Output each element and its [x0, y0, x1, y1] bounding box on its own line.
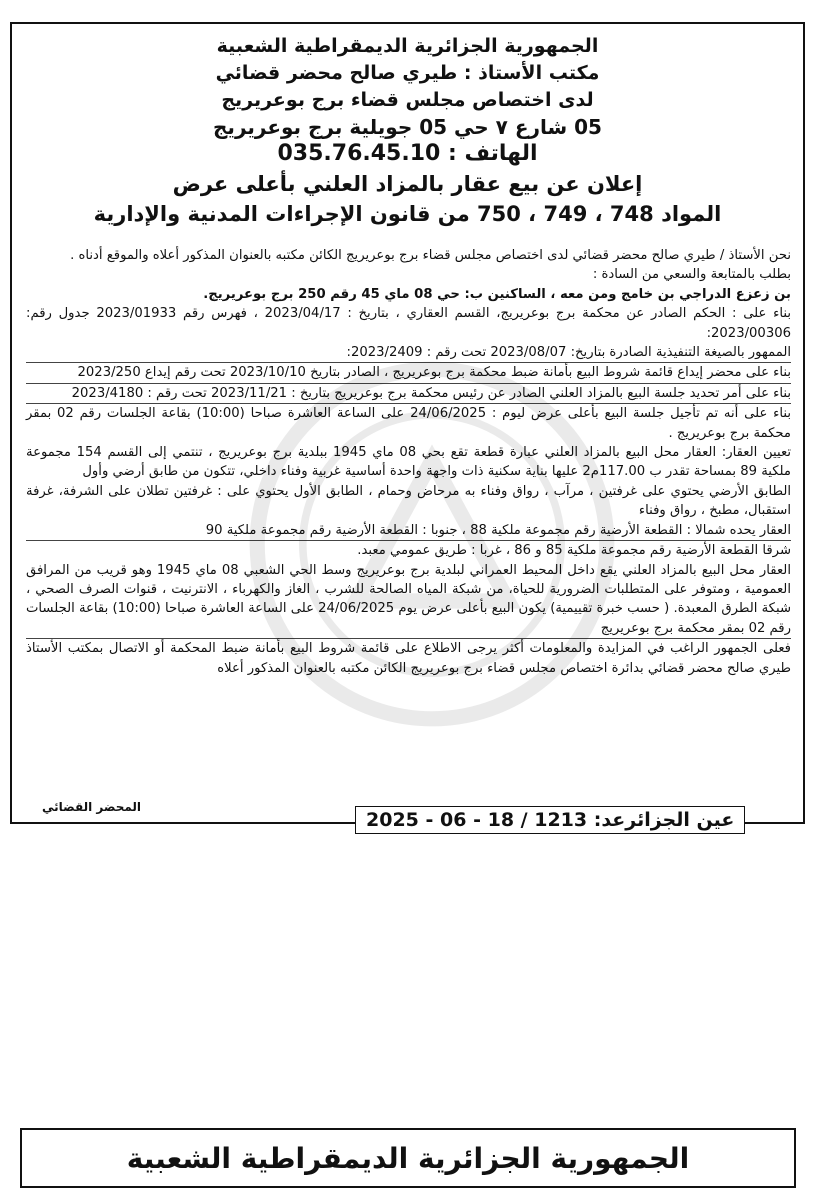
- paragraph: بناء على : الحكم الصادر عن محكمة برج بوعريريج، القسم العقاري ، بتاريخ : 2023/04/17 ، فهرس رقم 2023/01933 جدول رقم: 2023/00306:: [26, 306, 792, 341]
- paragraph: العقار محل البيع بالمزاد العلني يقع داخل المحيط العمراني لبلدية برج بوعريريج وسط الحي الشعبي 08 ماي 1945 وهو قريب من المرافق العمومية ، ومتوفر على المتطلبات الضرورية للحياة، من شبكة المياه الصالحة للشرب ، الغاز والكهرباء ، الانترنيت ، قنوات الصرف الصحي ، شبكة الطرق المعبدة. ( حسب خبرة تقييمية) يكون البيع بأعلى عرض يوم 24/06/2025 على الساعة العاشرة صباحا (10:00) بقاعة الجلسات رقم 02 بمقر محكمة برج بوعريريج: [26, 562, 791, 636]
- paragraph: العقار يحده شمالا : القطعة الأرضية رقم مجموعة ملكية 88 ، جنوبا : القطعة الأرضية رقم مجموعة ملكية 90: [205, 522, 791, 538]
- paragraph: بن زعزع الدراجي بن خامج ومن معه ، الساكنين ب: حي 08 ماي 45 رقم 250 برج بوعريريج.: [203, 286, 791, 302]
- notice-body: [12, 228, 803, 678]
- paragraph: الممهور بالصيغة التنفيذية الصادرة بتاريخ: 2023/08/07 تحت رقم : 2023/2409:: [346, 345, 791, 361]
- announcement-title: إعلان عن بيع عقار بالمزاد العلني بأعلى عرض: [172, 172, 643, 196]
- paragraph: الطابق الأرضي يحتوي على غرفتين ، مرآب ، رواق وفناء به مرحاض وحمام ، الطابق الأول يحتوي على : غرفتين تطلان على الشرفة، غرفة استقبال، مطبخ ، رواق وفناء: [26, 483, 791, 519]
- notice-header: [12, 24, 803, 227]
- republic-title: الجمهورية الجزائرية الديمقراطية الشعبية: [216, 35, 599, 57]
- office-address: 05 شارع ٧ حي 05 جويلية برج بوعريريج: [213, 115, 602, 139]
- next-notice-title: الجمهورية الجزائرية الديمقراطية الشعبية: [126, 1142, 690, 1175]
- paragraph: شرقا القطعة الأرضية رقم مجموعة ملكية 85 و 86 ، غربا : طريق عمومي معبد.: [26, 540, 791, 560]
- paragraph: نحن الأستاذ / طيري صالح محضر قضائي لدى اختصاص مجلس قضاء برج بوعريريج الكائن مكتبه بالعنوان المذكور أعلاه والموقع أدناه .: [70, 248, 791, 263]
- paragraph: فعلى الجمهور الراغب في المزايدة والمعلومات أكثر يرجى الاطلاع على قائمة شروط البيع بأمانة ضبط المحكمة أو الاتصال بمكتب الأستاذ طيري صالح محضر قضائي بدائرة اختصاص مجلس قضاء برج بوعريريج الكائن مكتبه بالعنوان المذكور أعلاه: [26, 638, 791, 678]
- jurisdiction: لدى اختصاص مجلس قضاء برج بوعريريج: [221, 89, 594, 111]
- paragraph: بطلب بالمتابعة والسعي من السادة :: [592, 267, 791, 283]
- bailiff-signature-label: المحضر القضائي: [42, 800, 142, 814]
- paragraph: بناء على محضر إيداع قائمة شروط البيع بأمانة ضبط محكمة برج بوعريريج ، الصادر بتاريخ 2023/10/10 تحت رقم إيداع 2023/250: [26, 362, 791, 382]
- next-notice-header: [20, 1128, 796, 1188]
- paragraph: بناء على أمر تحديد جلسة البيع بالمزاد العلني الصادر عن رئيس محكمة برج بوعريريج بتاريخ : 2023/11/21 تحت رقم : 2023/4180: [26, 383, 791, 403]
- office-phone: الهاتف : 035.76.45.10: [277, 141, 538, 166]
- legal-articles: المواد 748 ، 749 ، 750 من قانون الإجراءات المدنية والإدارية: [93, 202, 722, 226]
- office-name: مكتب الأستاذ : طيري صالح محضر قضائي: [215, 62, 600, 84]
- paragraph: بناء على أنه تم تأجيل جلسة البيع بأعلى عرض ليوم : 24/06/2025 على الساعة العاشرة صباحا (10:00) بقاعة الجلسات رقم 02 بمقر محكمة برج بوعريريج .: [26, 403, 791, 443]
- legal-notice: [10, 22, 805, 824]
- paragraph: تعيين العقار: العقار محل البيع بالمزاد العلني عبارة قطعة تقع بحي 08 ماي 1945 ببلدية برج بوعريريج ، تنتمي إلى القسم 154 مجموعة ملكية 89 بمساحة تقدر ب 117.00م2 عليها بناية سكنية ذات واجهة واحدة أساسية غربية وفناء داخلي، تتكون من طابق أرضي وأول: [26, 445, 792, 480]
- publication-reference: عين الجزائرعد: 1213 / 18 - 06 - 2025: [355, 806, 745, 834]
